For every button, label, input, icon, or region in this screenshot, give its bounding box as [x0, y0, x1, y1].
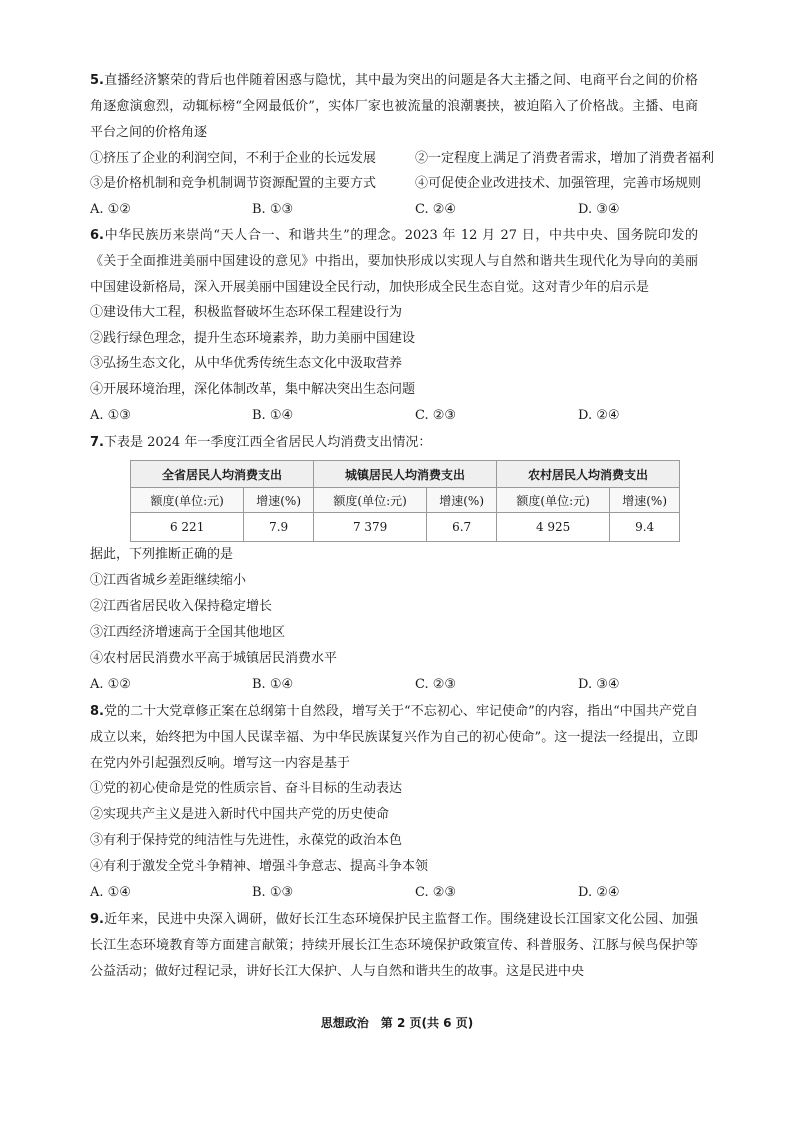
choice-d[interactable]: D. ②④ — [578, 885, 620, 900]
choice-c[interactable]: C. ②③ — [415, 885, 457, 900]
choice-b[interactable]: B. ①④ — [252, 408, 294, 423]
choice-a[interactable]: A. ①④ — [90, 885, 131, 900]
table-cell: 4 925 — [496, 513, 609, 542]
option-item: ①党的初心使命是党的性质宗旨、奋斗目标的生动表达 — [90, 781, 403, 796]
question-stem: 党的二十大党章修正案在总纲第十自然段，增写关于“不忘初心、牢记使命”的内容，指出“中国共产党自成立以来，始终把为中国人民谋幸福、为中华民族谋复兴作为自己的初心使命”。这一提法一经提出，立即在党内外引起强烈反响。增写这一内容是基于 — [90, 704, 698, 771]
option-item: ④有利于激发全党斗争精神、增强斗争意志、提高斗争本领 — [90, 859, 429, 874]
answer-choices — [90, 673, 698, 697]
choice-d[interactable]: D. ②④ — [578, 408, 620, 423]
question-7 — [90, 430, 698, 456]
choice-c[interactable]: C. ②③ — [415, 408, 457, 423]
choice-d[interactable]: D. ③④ — [578, 202, 620, 217]
answer-choices — [90, 198, 698, 222]
consumption-table — [130, 460, 680, 542]
table-subheader-row — [131, 488, 680, 513]
table-group-header: 城镇居民人均消费支出 — [313, 461, 496, 488]
table-cell: 6 221 — [131, 513, 244, 542]
question-stem: 直播经济繁荣的背后也伴随着困惑与隐忧，其中最为突出的问题是各大主播之间、电商平台之间的价格角逐愈演愈烈，动辄标榜“全网最低价”，实体厂家也被流量的浪潮裹挟，被迫陷入了价格战。主播、电商平台之间的价格角逐 — [90, 73, 698, 140]
answer-choices — [90, 881, 698, 905]
option-item: ①建设伟大工程，积极监督破坏生态环保工程建设行为 — [90, 305, 403, 320]
table-subheader: 额度(单位:元) — [313, 488, 426, 513]
choice-a[interactable]: A. ①② — [90, 677, 131, 692]
question-number: 9. — [90, 912, 104, 927]
option-item: ③江西经济增速高于全国其他地区 — [90, 625, 286, 640]
choice-b[interactable]: B. ①④ — [252, 677, 294, 692]
option-item: ③弘扬生态文化，从中华优秀传统生态文化中汲取营养 — [90, 356, 403, 371]
choice-a[interactable]: A. ①③ — [90, 408, 131, 423]
question-number: 5. — [90, 73, 104, 88]
option-item: ②实现共产主义是进入新时代中国共产党的历史使命 — [90, 807, 390, 822]
option-item: ③是价格机制和竞争机制调节资源配置的主要方式 — [90, 176, 377, 191]
table-cell: 7.9 — [244, 513, 314, 542]
table-header-row — [131, 461, 680, 488]
table-subheader: 增速(%) — [610, 488, 680, 513]
answer-choices — [90, 404, 698, 428]
table-cell: 7 379 — [313, 513, 426, 542]
question-9 — [90, 907, 698, 985]
question-stem: 近年来，民进中央深入调研，做好长江生态环境保护民主监督工作。围绕建设长江国家文化公园、加强长江生态环境教育等方面建言献策；持续开展长江生态环境保护政策宣传、科普服务、江豚与候鸟保护等公益活动；做好过程记录，讲好长江大保护、人与自然和谐共生的故事。这是民进中央 — [90, 912, 698, 979]
question-stem: 下表是 2024 年一季度江西全省居民人均消费支出情况： — [103, 435, 432, 450]
choice-d[interactable]: D. ③④ — [578, 677, 620, 692]
question-number: 8. — [90, 704, 104, 719]
option-item: ③有利于保持党的纯洁性与先进性，永葆党的政治本色 — [90, 833, 403, 848]
option-item: ④可促使企业改进技术、加强管理，完善市场规则 — [415, 176, 702, 191]
question-number: 7. — [90, 435, 104, 450]
option-item: ①江西省城乡差距继续缩小 — [90, 573, 247, 588]
table-group-header: 全省居民人均消费支出 — [131, 461, 314, 488]
table-group-header: 农村居民人均消费支出 — [496, 461, 679, 488]
choice-b[interactable]: B. ①③ — [252, 202, 294, 217]
choice-c[interactable]: C. ②④ — [415, 202, 457, 217]
option-item: ④农村居民消费水平高于城镇居民消费水平 — [90, 651, 338, 666]
question-number: 6. — [90, 228, 104, 243]
table-subheader: 增速(%) — [427, 488, 497, 513]
question-stem: 中华民族历来崇尚“天人合一、和谐共生”的理念。2023 年 12 月 27 日，中共中央、国务院印发的《关于全面推进美丽中国建设的意见》中指出，要加快形成以实现人与自然和谐共生现代化为导向的美丽中国建设新格局，深入开展美丽中国建设全民行动，加快形成全民生态自觉。这对青少年的启示是 — [90, 228, 698, 295]
choice-b[interactable]: B. ①③ — [252, 885, 294, 900]
question-lead: 据此，下列推断正确的是 — [90, 547, 234, 562]
option-item: ②践行绿色理念，提升生态环境素养，助力美丽中国建设 — [90, 331, 416, 346]
question-5 — [90, 68, 698, 146]
question-8 — [90, 699, 698, 777]
table-cell: 9.4 — [610, 513, 680, 542]
table-subheader: 增速(%) — [244, 488, 314, 513]
table-subheader: 额度(单位:元) — [496, 488, 609, 513]
table-row — [131, 513, 680, 542]
question-6 — [90, 223, 698, 301]
page-footer: 思想政治 第 2 页(共 6 页) — [320, 1016, 474, 1030]
option-item: ①挤压了企业的利润空间，不利于企业的长远发展 — [90, 151, 377, 166]
option-item: ④开展环境治理，深化体制改革，集中解决突出生态问题 — [90, 382, 416, 397]
option-item: ②一定程度上满足了消费者需求，增加了消费者福利 — [415, 151, 715, 166]
table-subheader: 额度(单位:元) — [131, 488, 244, 513]
choice-c[interactable]: C. ②③ — [415, 677, 457, 692]
option-item: ②江西省居民收入保持稳定增长 — [90, 599, 273, 614]
choice-a[interactable]: A. ①② — [90, 202, 131, 217]
table-cell: 6.7 — [427, 513, 497, 542]
